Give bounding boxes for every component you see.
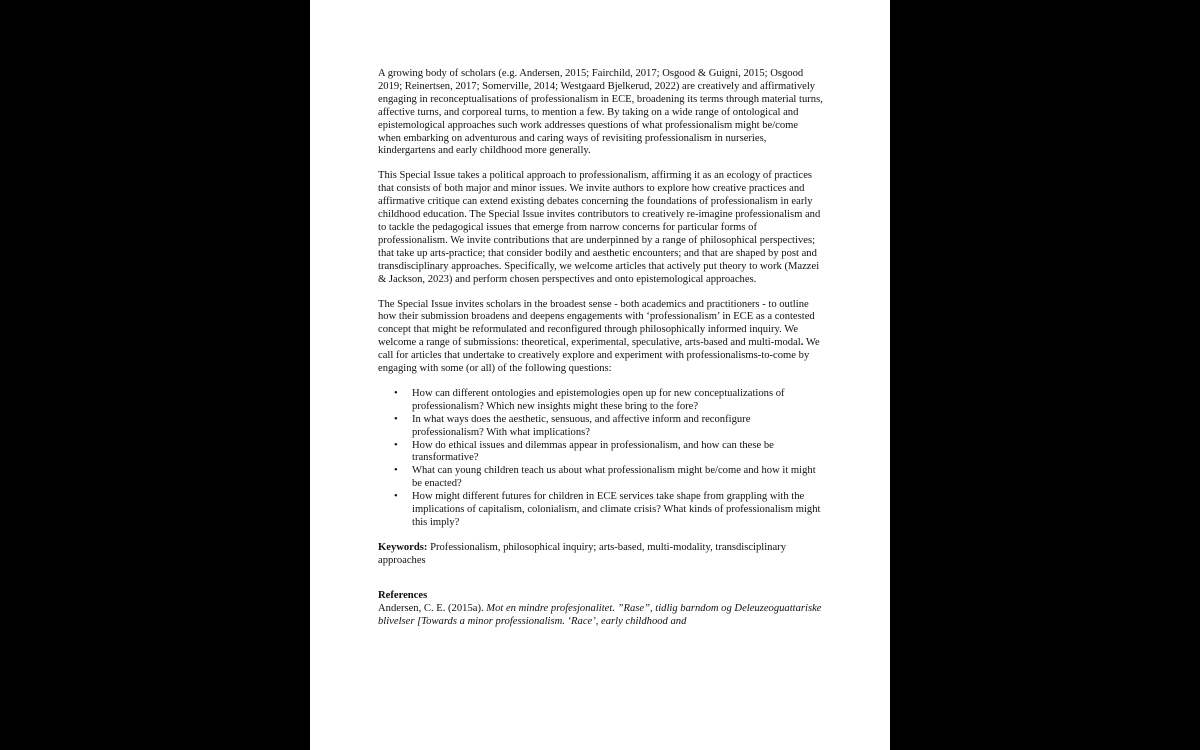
bullet-icon: • (394, 387, 398, 399)
keywords-label: Keywords: (378, 541, 428, 553)
reference-title: Mot en mindre profesjonalitet. ”Rase”, tidlig barndom og Deleuzeoguattariske blivelser [Towards a minor professionalism. ‘Race’, early childhood and (378, 602, 822, 627)
question-text: In what ways does the aesthetic, sensuous, and affective inform and reconfigure professionalism? With what implications? (412, 413, 751, 438)
list-item (394, 491, 823, 530)
keywords (378, 542, 823, 568)
bullet-icon: • (394, 439, 398, 451)
bullet-icon: • (394, 413, 398, 425)
reference-entry (378, 603, 823, 629)
paragraph-invitation-rest: We call for articles that undertake to creatively explore and experiment with professionalisms-to-come by engaging with some (or all) of the following questions: (378, 337, 820, 375)
list-item (394, 413, 823, 440)
paragraph-invitation (378, 299, 823, 376)
list-item (394, 465, 823, 491)
question-text: How might different futures for children in ECE services take shape from grappling with the implications of capitalism, colonialism, and climate crisis? What kinds of professionalism might this imply? (412, 491, 821, 528)
question-text: How do ethical issues and dilemmas appear in professionalism, and how can these be transformative? (412, 439, 774, 464)
question-text: How can different ontologies and epistemologies open up for new conceptualizations of professionalism? Which new insights might these bring to the fore? (412, 387, 785, 412)
document-page (310, 0, 890, 750)
questions-list (378, 388, 823, 530)
paragraph-special-issue: This Special Issue takes a political approach to professionalism, affirming it as an ecology of practices that consists of both major and minor issues. We invite authors to explore how creative practices and affirmative critique can extend existing debates concerning the foundations of professionalism in early childhood education. The Special Issue invites contributors to creatively re-imagine professionalism and to tackle the pedagogical issues that emerge from narrow concerns for particular forms of professionalism. We invite contributions that are underpinned by a range of philosophical perspectives; that take up arts-practice; that consider bodily and aesthetic encounters; and that are shaped by post and transdisciplinary approaches. Specifically, we welcome articles that actively put theory to work (Mazzei & Jackson, 2023) and perform chosen perspectives and onto epistemological approaches. (378, 170, 821, 285)
references-heading: References (378, 589, 428, 601)
paragraph-invitation-text: The Special Issue invites scholars in the broadest sense - both academics and practitioners - to outline how their submission broadens and deepens engagements with ‘professionalism’ in ECE as a contested concept that might be reformulated and reconfigured through philosophically informed inquiry. We welcome a range of submissions: theoretical, experimental, speculative, arts-based and multi-modal (378, 298, 815, 349)
list-item (394, 387, 823, 414)
list-item (394, 439, 823, 466)
bullet-icon: • (394, 491, 398, 503)
question-text: What can young children teach us about what professionalism might be/come and how it might be enacted? (412, 465, 816, 490)
document-body (378, 68, 823, 628)
paragraph-invitation-bold: . (800, 337, 804, 349)
bullet-icon: • (394, 465, 398, 477)
keywords-text: Professionalism, philosophical inquiry; arts-based, multi-modality, transdisciplinary approaches (378, 541, 787, 566)
reference-author-year: Andersen, C. E. (2015a). (378, 602, 487, 614)
paragraph-intro: A growing body of scholars (e.g. Andersen, 2015; Fairchild, 2017; Osgood & Guigni, 2015; Osgood 2019; Reinertsen, 2017; Somerville, 2014; Westgaard Bjelkerud, 2022) are creatively and affirmatively engaging in reconceptualisations of professionalism in ECE, broadening its terms through material turns, affective turns, and corporeal turns, to mention a few. By taking on a wide range of ontological and epistemological approaches such work addresses questions of what professionalism might be/come when embarking on adventurous and caring ways of revisiting professionalism in nurseries, kindergartens and early childhood more generally. (378, 68, 823, 157)
